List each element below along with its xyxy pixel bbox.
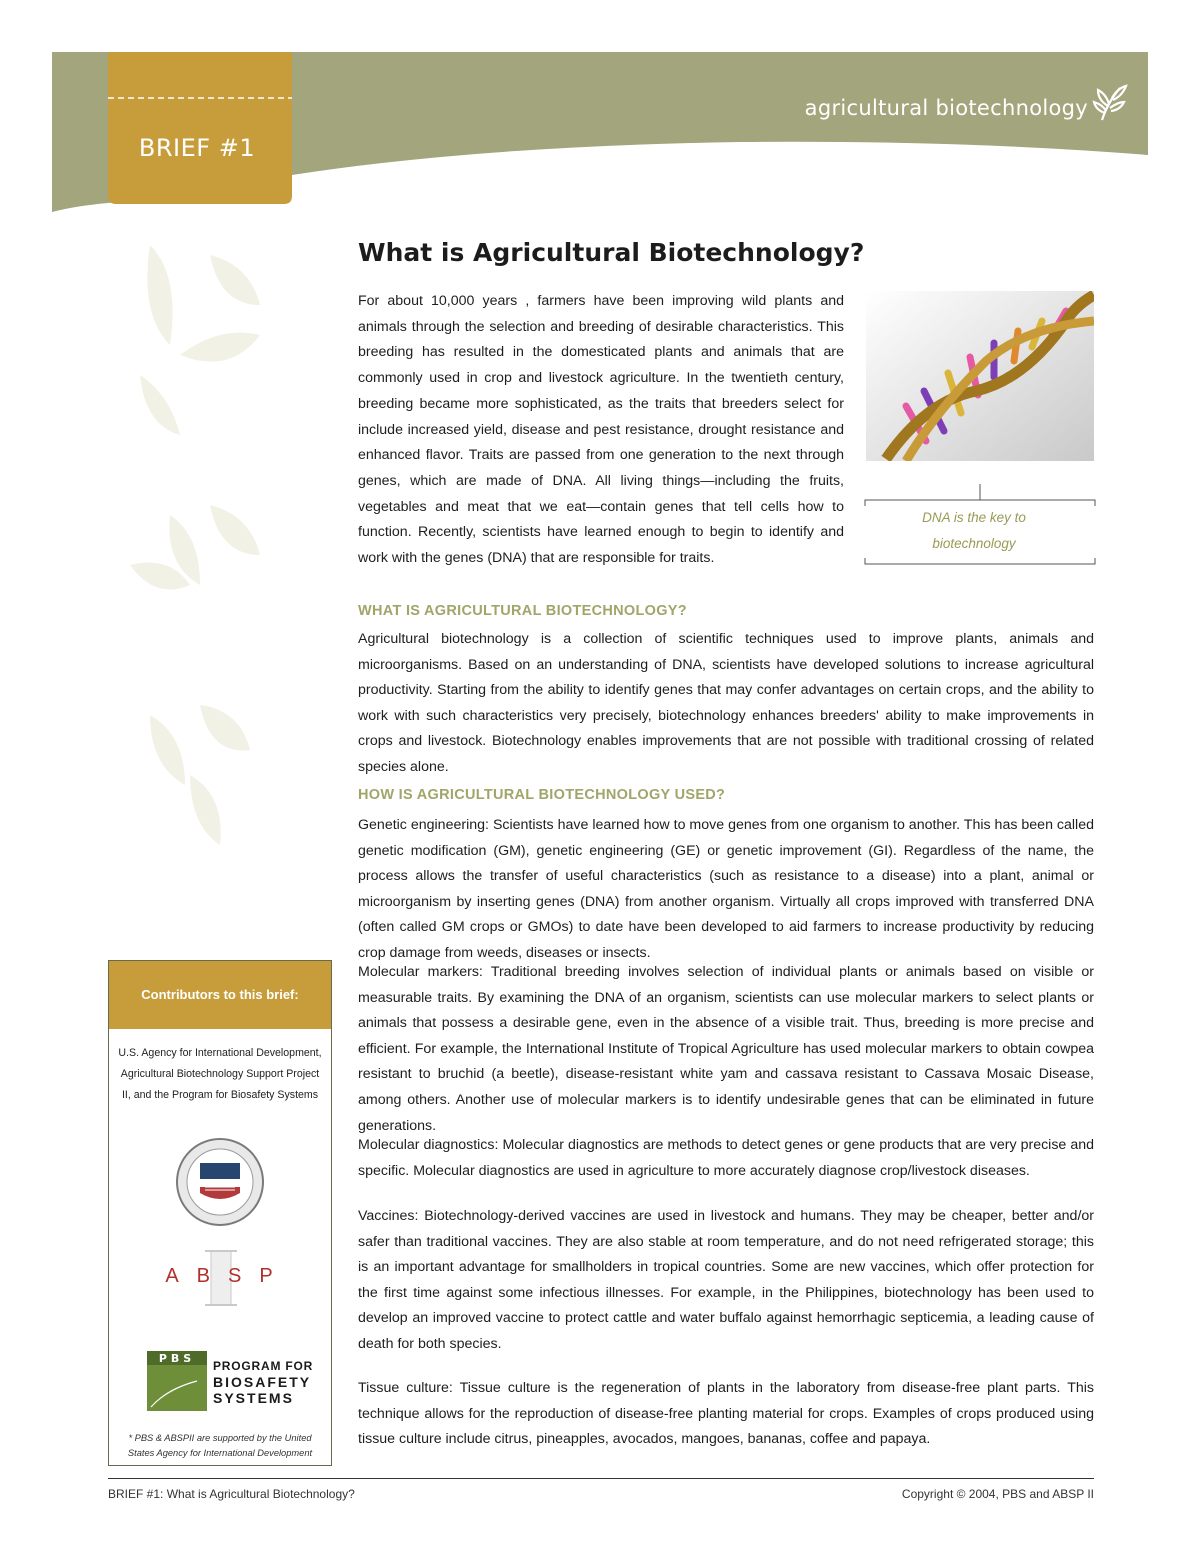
contributors-sidebar [108,960,332,1466]
text-molecular-diagnostics: Molecular diagnostics are methods to detect genes or gene products that are very precise and specific. Molecular diagnostics are used in agriculture to more accurately diagnose crop/livestock diseases. [358,1137,1094,1179]
sidebar-heading: Contributors to this brief: [109,961,331,1029]
leaf-decoration [110,235,270,855]
pbs-line-1: PROGRAM FOR [213,1359,314,1373]
item-molecular-diagnostics [358,1133,1094,1184]
section-heading-what-is: WHAT IS AGRICULTURAL BIOTECHNOLOGY? [358,603,687,619]
dna-helix-image [866,291,1094,461]
text-tissue-culture: Tissue culture is the regeneration of plants in the laboratory from disease-free plant parts. This technique allows for the reproduction of disease-free planting material for crops. Examples of crops produced using tissue culture include citrus, pineapples, avocados, mangoes, bananas, coffee and papaya. [358,1380,1094,1448]
pbs-wordmark [213,1358,323,1406]
usaid-seal-logo [175,1137,265,1227]
term-genetic-engineering: Genetic engineering: [358,817,489,833]
sidebar-footnote: * PBS & ABSPII are supported by the United States Agency for International Development [127,1433,313,1458]
absp-logo [149,1247,293,1309]
footer-copyright: Copyright © 2004, PBS and ABSP II [901,1487,1094,1501]
footer-divider [108,1478,1094,1479]
term-vaccines: Vaccines: [358,1208,419,1224]
item-tissue-culture [358,1376,1094,1453]
text-vaccines: Biotechnology-derived vaccines are used in livestock and humans. They may be cheaper, better and/or safer than traditional vaccines. They are also stable at room temperature, and do not need refrigerated storage; this is an important advantage for smallholders in tropical countries. Some are new vaccines, which offer protection for the first time against some infectious illnesses. For example, in the Philippines, biotechnology has been used to develop an improved vaccine to protect cattle and water buffalo against hemorrhagic septicemia, a leading cause of death for both species. [358,1208,1094,1352]
figure-caption: DNA is the key to biotechnology [922,510,1026,551]
term-tissue-culture: Tissue culture: [358,1380,453,1396]
text-genetic-engineering: Scientists have learned how to move genes from one organism to another. This has been called genetic modification (GM), genetic engineering (GE) or genetic improvement (GI). Regardless of the name, the process allows the transfer of useful characteristics (such as resistance to a disease) into a plant, animal or microorganism by inserting genes (DNA) from another organism. Virtually all crops improved with transferred DNA (often called GM crops or GMOs) to date have been developed to aid farmers to increase productivity by reducing crop damage from weeds, diseases or insects. [358,817,1094,961]
sidebar-contributors-text: U.S. Agency for International Development, Agricultural Biotechnology Support Project II, and the Program for Biosafety Systems [118,1047,322,1101]
footer-brief-title: BRIEF #1: What is Agricultural Biotechnology? [108,1487,355,1501]
pbs-box-text: PBS [158,1352,196,1365]
pbs-line-2: BIOSAFETY [213,1374,312,1390]
pbs-logo-mark [147,1351,207,1411]
term-molecular-markers: Molecular markers: [358,964,483,980]
page-title: What is Agricultural Biotechnology? [358,238,865,267]
item-genetic-engineering [358,813,1094,967]
pbs-line-3: SYSTEMS [213,1390,294,1406]
term-molecular-diagnostics: Molecular diagnostics: [358,1137,499,1153]
absp-letters: ABSP [165,1265,291,1287]
item-vaccines [358,1204,1094,1358]
section-heading-how-used: HOW IS AGRICULTURAL BIOTECHNOLOGY USED? [358,787,726,803]
section-what-is-body: Agricultural biotechnology is a collection of scientific techniques used to improve plants, animals and microorganisms. Based on an understanding of DNA, scientists have developed solutions to increase agricultural productivity. Starting from the ability to identify genes that may confer advantages on certain crops, and the ability to work with such characteristics very precisely, biotechnology enhances breeders' ability to make improvements in crops and livestock. Biotechnology enables improvements that are not possible with traditional crossing of related species alone. [358,631,1094,775]
series-title: agricultural biotechnology [804,96,1088,120]
intro-paragraph: For about 10,000 years , farmers have been improving wild plants and animals through the selection and breeding of desirable characteristics. This breeding has resulted in the domesticated plants and animals that are commonly used in crop and livestock agriculture. In the twentieth century, breeding became more sophisticated, as the traits that breeders select for include increased yield, disease and pest resistance, drought resistance and enhanced flavor. Traits are passed from one generation to the next through genes, which are made of DNA. All living things—including the fruits, vegetables and meat that we eat—contain genes that tell cells how to function. Recently, scientists have learned enough to begin to identify and work with the genes (DNA) that are responsible for traits. [358,293,844,567]
brief-number-label: BRIEF #1 [138,134,256,162]
text-molecular-markers: Traditional breeding involves selection of individual plants or animals based on visible or measurable traits. By examining the DNA of an organism, scientists can use molecular markers to select plants or animals that possess a desirable gene, even in the absence of a visible trait. Thus, breeding is more precise and efficient. For example, the International Institute of Tropical Agriculture has used molecular markers to obtain cowpea resistant to bruchid (a beetle), disease-resistant white yam and cassava resistant to Cassava Mosaic Disease, among others. Another use of molecular markers is to identify undesirable genes that can be eliminated in future generations. [358,964,1095,1134]
item-molecular-markers [358,960,1094,1139]
